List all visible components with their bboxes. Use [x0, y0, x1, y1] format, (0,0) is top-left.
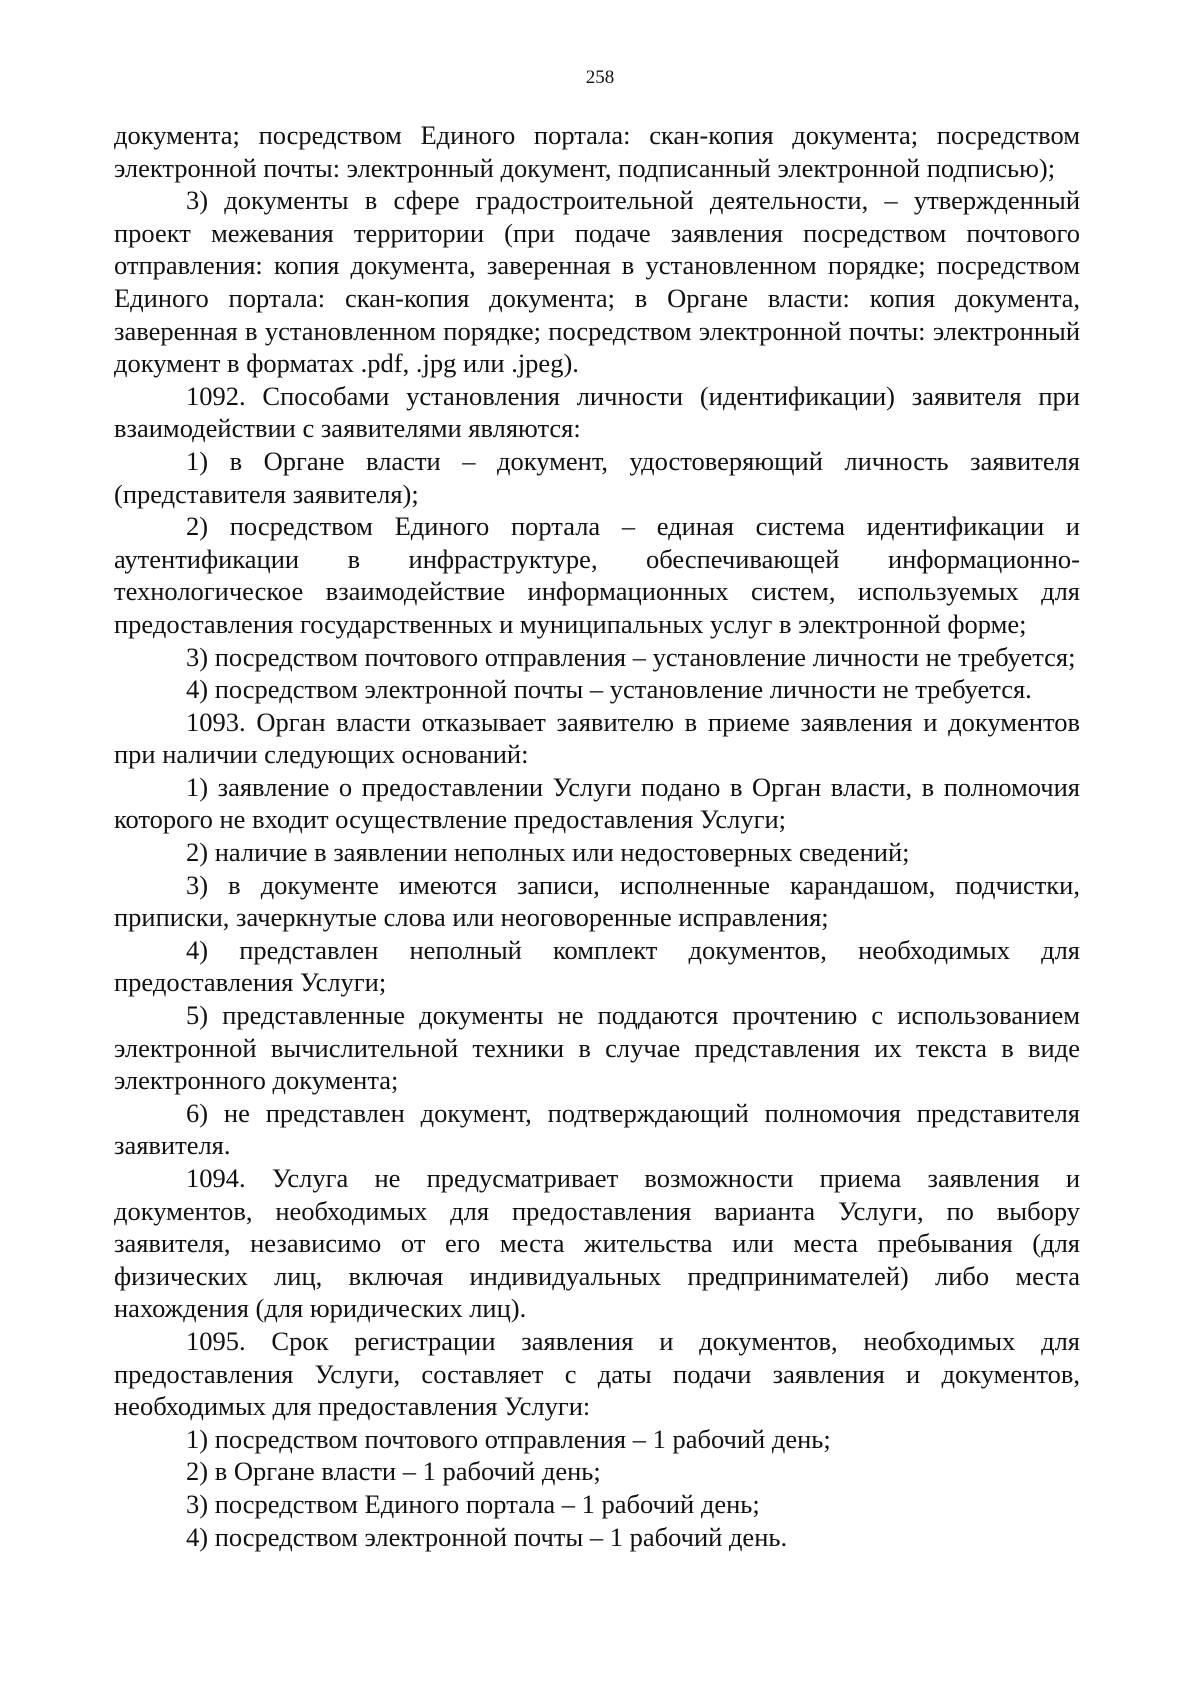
- paragraph: 4) представлен неполный комплект документов, необходимых для предоставления Услуги;: [114, 934, 1080, 998]
- paragraph: 4) посредством электронной почты – установление личности не требуется.: [186, 674, 1032, 705]
- paragraph: 2) наличие в заявлении неполных или недостоверных сведений;: [186, 837, 910, 868]
- paragraph: 3) в документе имеются записи, исполненные карандашом, подчистки, приписки, зачеркнутые слова или неоговоренные исправления;: [114, 869, 1080, 933]
- paragraph: 1) посредством почтового отправления – 1 рабочий день;: [186, 1423, 831, 1454]
- paragraph: 1093. Орган власти отказывает заявителю в приеме заявления и документов при наличии следующих оснований:: [114, 706, 1080, 770]
- paragraph: 3) посредством Единого портала – 1 рабочий день;: [186, 1488, 760, 1519]
- paragraph: 1092. Способами установления личности (идентификации) заявителя при взаимодействии с заявителями являются:: [114, 380, 1080, 444]
- paragraph: 2) в Органе власти – 1 рабочий день;: [186, 1456, 601, 1487]
- paragraph: 3) посредством почтового отправления – установление личности не требуется;: [186, 641, 1076, 672]
- paragraph: 1) в Органе власти – документ, удостоверяющий личность заявителя (представителя заявителя);: [114, 445, 1080, 509]
- paragraph: 1095. Срок регистрации заявления и документов, необходимых для предоставления Услуги, составляет с даты подачи заявления и документов, необходимых для предоставления Услуги:: [114, 1325, 1080, 1422]
- paragraph: 2) посредством Единого портала – единая система идентификации и аутентификации в инфраструктуре, обеспечивающей информационно-технологическое взаимодействие информационных систем, используемых для предоставления государственных и муниципальных услуг в электронной форме;: [114, 511, 1080, 639]
- paragraph: 3) документы в сфере градостроительной деятельности, – утвержденный проект межевания территории (при подаче заявления посредством почтового отправления: копия документа, заверенная в установленном порядке; посредством Единого портала: скан-копия документа; в Органе власти: копия документа, заверенная в установленном порядке; посредством электронной почты: электронный документ в форматах .pdf, .jpg или .jpeg).: [114, 185, 1080, 379]
- document-body: [114, 119, 1080, 1553]
- paragraph: 1094. Услуга не предусматривает возможности приема заявления и документов, необходимых для предоставления варианта Услуги, по выбору заявителя, независимо от его места жительства или места пребывания (для физических лиц, включая индивидуальных предпринимателей) либо места нахождения (для юридических лиц).: [114, 1163, 1080, 1324]
- paragraph: 6) не представлен документ, подтверждающий полномочия представителя заявителя.: [114, 1097, 1080, 1161]
- paragraph: 1) заявление о предоставлении Услуги подано в Орган власти, в полномочия которого не входит осуществление предоставления Услуги;: [114, 771, 1080, 835]
- paragraph: 5) представленные документы не поддаются прочтению с использованием электронной вычислительной техники в случае представления их текста в виде электронного документа;: [114, 1000, 1080, 1096]
- page-number: 258: [585, 67, 615, 88]
- paragraph: 4) посредством электронной почты – 1 рабочий день.: [186, 1521, 788, 1552]
- paragraph: документа; посредством Единого портала: скан-копия документа; посредством электронной почты: электронный документ, подписанный электронной подписью);: [114, 120, 1080, 183]
